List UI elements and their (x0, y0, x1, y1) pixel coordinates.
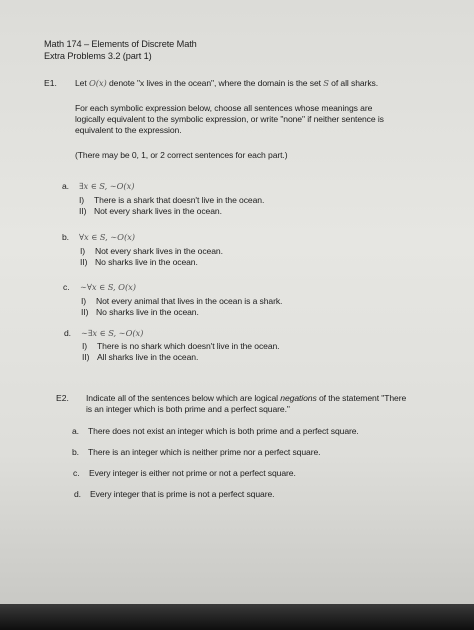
e1-part-c-sentence-2: No sharks live in the ocean. (96, 307, 199, 317)
e1-part-c-letter: c. (63, 282, 70, 292)
e1-note: (There may be 0, 1, or 2 correct sentences for each part.) (75, 150, 288, 160)
e1-part-b-s1-num: I) (80, 246, 86, 256)
e2-option-d-text: Every integer that is prime is not a perfect square. (90, 489, 275, 499)
e1-part-a-letter: a. (62, 181, 69, 191)
e1-intro-set: S (323, 78, 329, 88)
e1-instructions-line-1: For each symbolic expression below, choose all sentences whose meanings are (75, 103, 373, 113)
e1-intro-end: of all sharks. (331, 78, 378, 88)
e2-option-c-letter: c. (73, 468, 80, 478)
e2-option-a-letter: a. (72, 426, 79, 436)
assignment-title: Extra Problems 3.2 (part 1) (44, 51, 152, 61)
e2-prompt-pre: Indicate all of the sentences below which are logical (86, 393, 278, 403)
problem-e2-label: E2. (56, 393, 69, 403)
e1-intro-post: denote "x lives in the ocean", where the domain is the set (108, 78, 321, 88)
e1-part-d-sentence-1: There is no shark which doesn't live in the ocean. (97, 341, 280, 351)
e1-part-b-letter: b. (62, 232, 69, 242)
e1-part-b-expression: ∀x ∈ S, ∼O(x) (79, 232, 135, 242)
e1-part-d-sentence-2: All sharks live in the ocean. (97, 352, 199, 362)
e2-prompt-post: of the statement "There (318, 393, 407, 403)
e1-instructions-line-2: logically equivalent to the symbolic expression, or write "none" if neither sentence is (75, 114, 384, 124)
e1-part-c-s2-num: II) (81, 307, 89, 317)
e1-part-d-s1-num: I) (82, 341, 88, 351)
e1-part-b-s2-num: II) (80, 257, 88, 267)
e1-part-c-sentence-1: Not every animal that lives in the ocean is a shark. (96, 296, 283, 306)
e1-part-b-sentence-1: Not every shark lives in the ocean. (95, 246, 223, 256)
e2-option-a-text: There does not exist an integer which is both prime and a perfect square. (88, 426, 359, 436)
e1-instructions-line-3: equivalent to the expression. (75, 125, 182, 135)
e1-part-c-s1-num: I) (81, 296, 87, 306)
e1-part-a-sentence-2: Not every shark lives in the ocean. (94, 206, 222, 216)
e2-option-d-letter: d. (74, 489, 81, 499)
e1-intro (75, 78, 378, 89)
e1-part-b-sentence-2: No sharks live in the ocean. (95, 257, 198, 267)
e1-part-a-s1-num: I) (79, 195, 85, 205)
problem-e1-label: E1. (44, 78, 57, 88)
e1-part-d-letter: d. (64, 328, 71, 338)
e2-prompt-line-2: is an integer which is both prime and a perfect square." (86, 404, 290, 414)
e1-part-a-expression: ∃x ∈ S, ∼O(x) (79, 181, 135, 191)
e1-part-d-s2-num: II) (82, 352, 90, 362)
e1-intro-predicate: O(x) (88, 78, 107, 88)
e2-option-b-letter: b. (72, 447, 79, 457)
e1-part-c-expression: ∼∀x ∈ S, O(x) (80, 282, 136, 292)
e1-intro-pre: Let (75, 78, 87, 88)
e1-part-a-s2-num: II) (79, 206, 87, 216)
e2-prompt-emphasis: negations (280, 393, 317, 403)
course-title: Math 174 – Elements of Discrete Math (44, 39, 197, 49)
e2-prompt-line-1 (86, 393, 406, 404)
e1-part-d-expression: ∼∃x ∈ S, ∼O(x) (81, 328, 144, 338)
e2-option-b-text: There is an integer which is neither prime nor a perfect square. (88, 447, 321, 457)
photo-bottom-edge (0, 604, 474, 630)
e2-option-c-text: Every integer is either not prime or not a perfect square. (89, 468, 296, 478)
e1-part-a-sentence-1: There is a shark that doesn't live in the ocean. (94, 195, 265, 205)
